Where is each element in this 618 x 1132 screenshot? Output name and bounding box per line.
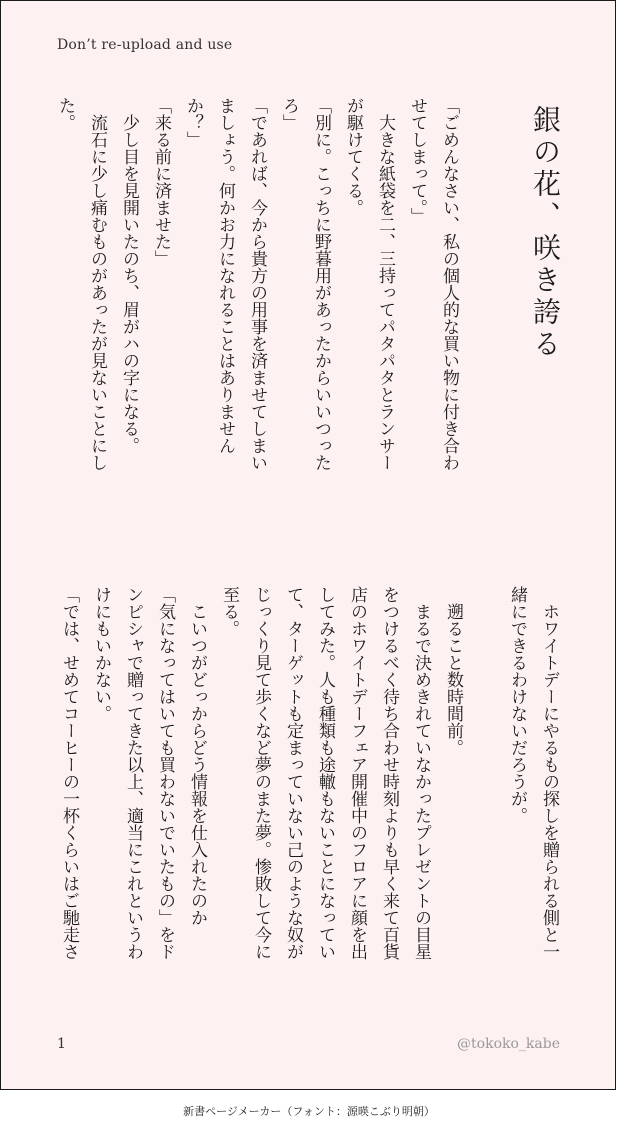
text-line: 「来る前に済ませた」 — [151, 97, 171, 267]
text-line: 緒にできるわけないだろうが。 — [507, 586, 527, 824]
text-line: まるで決めきれていなかったプレゼントの目星 — [411, 586, 431, 960]
text-line: 店のホワイトデーフェア開催中のフロアに顔を出 — [347, 586, 367, 960]
text-line: 至る。 — [219, 586, 239, 637]
text-line: をつけるべく待ち合わせ時刻よりも早く来て百貨 — [379, 586, 399, 960]
text-line: してみた。人も種類も途轍もないことになってい — [315, 586, 335, 960]
text-line: た。 — [55, 97, 75, 131]
text-line: 「気になってはいても買わないでいたもの」をド — [155, 586, 175, 960]
text-line: せてしまって。」 — [407, 97, 427, 225]
author-credit: @tokoko_kabe — [457, 1036, 560, 1052]
text-line: けにもいかない。 — [91, 586, 111, 722]
text-line: が駆けてくる。 — [343, 97, 363, 216]
text-line: て、ターゲットも定まっていない己のような奴が — [283, 586, 303, 960]
text-line: か？」 — [183, 97, 203, 148]
lower-text-block — [53, 586, 565, 1026]
text-line: ろ」 — [279, 97, 299, 131]
text-line: 遡ること数時間前。 — [443, 586, 463, 756]
text-line: 「では、せめてコーヒーの一杯くらいはご馳走さ — [59, 586, 79, 960]
text-line: ましょう。何かお力になれることはありません — [215, 97, 235, 454]
text-line: こいつがどっからどう情報を仕入れたのか — [187, 586, 207, 926]
text-line: 流石に少し痛むものがあったが見ないことにし — [87, 97, 107, 471]
generator-footer: 新書ページメーカー（フォント：源暎こぶり明朝） — [183, 1105, 435, 1118]
text-line: ンピシャで贈ってきた以上、適当にこれというわ — [123, 586, 143, 960]
watermark-notice: Don’t re-upload and use — [57, 37, 233, 53]
text-line: 「別に。こっちに野暮用があったからいいつった — [311, 97, 331, 471]
page-number: 1 — [57, 1036, 66, 1052]
text-line: 少し目を見開いたのち、眉がハの字になる。 — [119, 97, 139, 454]
text-line: 大きな紙袋を二、三持ってパタパタとランサー — [375, 97, 395, 471]
text-line — [469, 586, 501, 1026]
upper-text-block — [49, 97, 465, 537]
text-line: ホワイトデーにやるもの探しを贈られる側と一 — [539, 586, 559, 960]
story-title: 銀の花、咲き誇る — [529, 105, 562, 361]
text-line: じっくり見て歩くなど夢のまた夢。惨敗して今に — [251, 586, 271, 960]
text-line: 「であれば、今から貴方の用事を済ませてしまい — [247, 97, 267, 471]
text-line: 「ごめんなさい、私の個人的な買い物に付き合わ — [439, 97, 459, 471]
